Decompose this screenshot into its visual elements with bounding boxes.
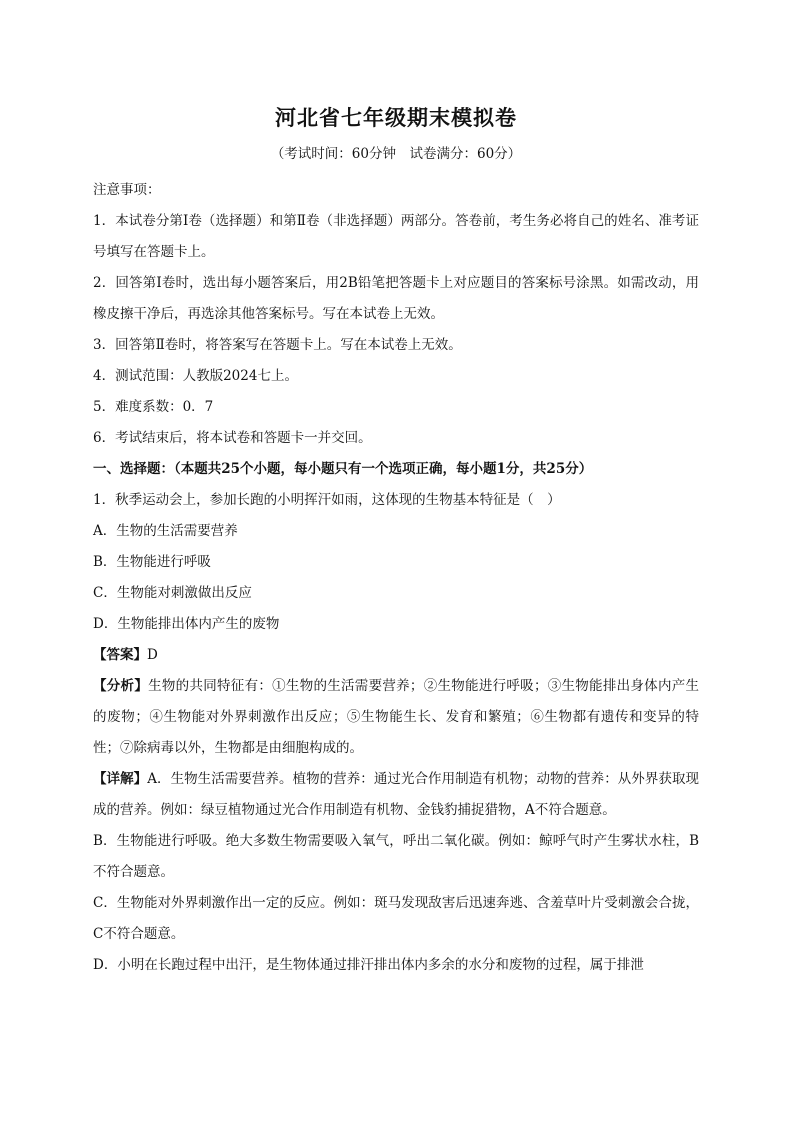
exam-info: （考试时间：60分钟 试卷满分：60分） — [270, 146, 522, 162]
detail-tag: 【详解】 — [93, 771, 148, 787]
option-a: A．生物的生活需要营养 — [93, 523, 238, 539]
analysis-text: 生物的共同特征有：①生物的生活需要营养；②生物能进行呼吸；③生物能排出身体内产生的废物；④生物能对外界刺激作出反应；⑤生物能生长、发育和繁殖；⑥生物都有遗传和变异的特性；⑦除病毒以外，生物都是由细胞构成的。 — [93, 678, 700, 756]
answer-tag: 【答案】 — [93, 647, 147, 663]
notice-item: 6．考试结束后，将本试卷和答题卡一并交回。 — [93, 430, 372, 446]
answer-line — [93, 640, 699, 671]
notice-heading: 注意事项： — [93, 182, 161, 198]
notice-item: 5．难度系数：0．7 — [93, 399, 214, 415]
option-b: B．生物能进行呼吸 — [93, 554, 211, 570]
analysis-paragraph — [93, 671, 699, 764]
page-title: 河北省七年级期末模拟卷 — [275, 106, 517, 130]
detail-paragraph-b: B．生物能进行呼吸。绝大多数生物需要吸入氧气，呼出二氧化碳。例如：鲸呼气时产生雾状水柱，B不符合题意。 — [93, 833, 699, 880]
section-heading: 一、选择题：（本题共25个小题，每小题只有一个选项正确，每小题1分，共25分） — [93, 461, 593, 477]
notice-item: 1．本试卷分第Ⅰ卷（选择题）和第Ⅱ卷（非选择题）两部分。答卷前，考生务必将自己的姓名、准考证号填写在答题卡上。 — [93, 213, 699, 260]
analysis-tag: 【分析】 — [93, 678, 149, 694]
question-stem: 1．秋季运动会上，参加长跑的小明挥汗如雨，这体现的生物基本特征是（ ） — [93, 492, 561, 508]
notice-item: 4．测试范围：人教版2024七上。 — [93, 368, 298, 384]
option-c: C．生物能对刺激做出反应 — [93, 585, 252, 601]
option-d: D．生物能排出体内产生的废物 — [93, 616, 280, 632]
detail-paragraph-d: D．小明在长跑过程中出汗，是生物体通过排汗排出体内多余的水分和废物的过程，属于排泄 — [93, 957, 644, 973]
notice-item: 3．回答第Ⅱ卷时，将答案写在答题卡上。写在本试卷上无效。 — [93, 337, 462, 353]
detail-text-a: A．生物生活需要营养。植物的营养：通过光合作用制造有机物；动物的营养：从外界获取现成的营养。例如：绿豆植物通过光合作用制造有机物、金钱豹捕捉猎物，A不符合题意。 — [93, 771, 700, 818]
page-content — [93, 104, 699, 981]
notice-item: 2．回答第Ⅰ卷时，选出每小题答案后，用2B铅笔把答题卡上对应题目的答案标号涂黑。如需改动，用橡皮擦干净后，再选涂其他答案标号。写在本试卷上无效。 — [93, 275, 699, 322]
detail-paragraph-c: C．生物能对外界刺激作出一定的反应。例如：斑马发现敌害后迅速奔逃、含羞草叶片受刺激会合拢，C不符合题意。 — [93, 895, 699, 942]
detail-paragraph-a — [93, 764, 699, 826]
answer-value: D — [147, 647, 158, 663]
